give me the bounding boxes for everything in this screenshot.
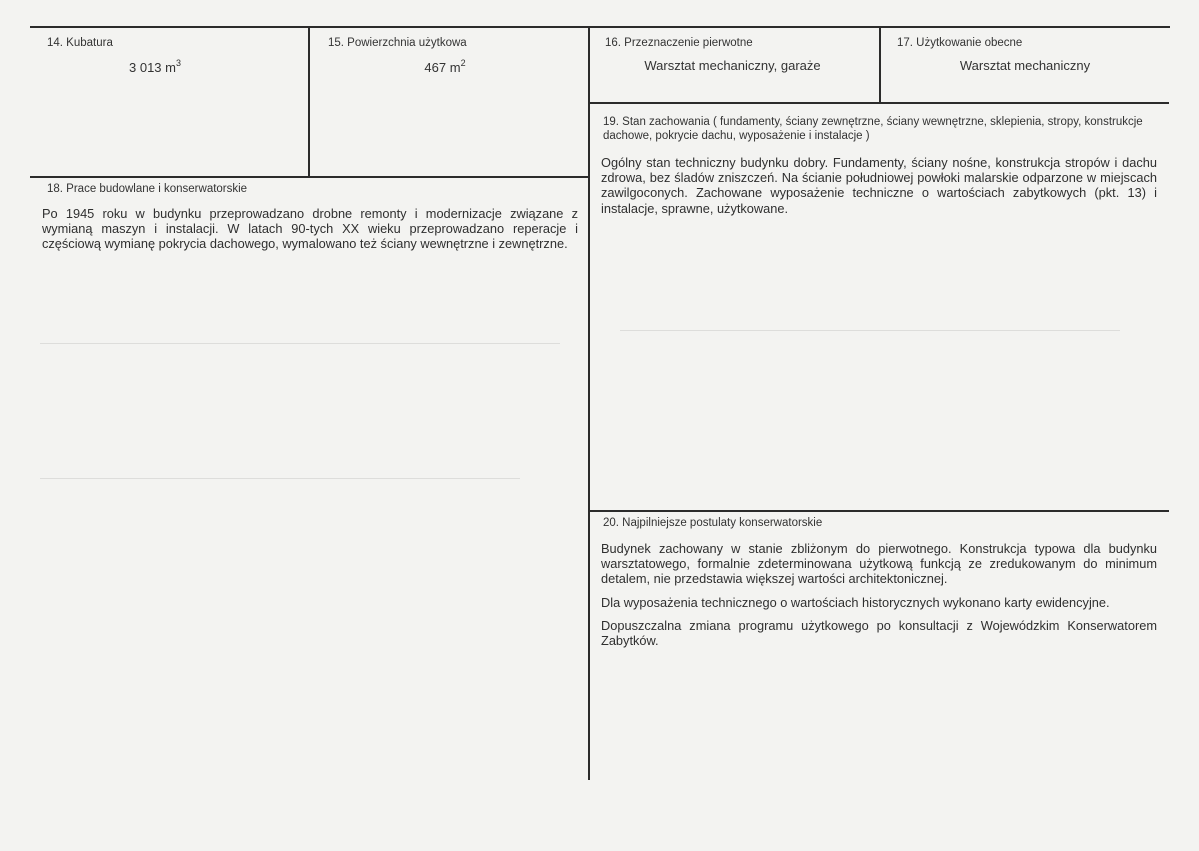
field-18-text: Po 1945 roku w budynku przeprowadzano drobne remonty i modernizacje związane z wymianą maszyn i instalacji. W latach 90-tych XX wieku przeprowadzano reperacje i częściową wymianę pokrycia dachowego, wymalowano też ściany wewnętrzne i zewnętrzne. [42, 206, 578, 252]
field-16-label: 16. Przeznaczenie pierwotne [605, 37, 753, 49]
row-border-19-20 [589, 510, 1169, 512]
divider-14-15 [308, 27, 310, 176]
field-15-unit-exponent: 2 [460, 58, 466, 68]
row-border-16-17 [589, 102, 1169, 104]
field-15-label: 15. Powierzchnia użytkowa [328, 37, 467, 49]
field-20-paragraph: Dla wyposażenia technicznego o wartościach historycznych wykonano karty ewidencyjne. [601, 594, 1110, 610]
divider-16-17 [879, 27, 881, 103]
field-17-label: 17. Użytkowanie obecne [897, 37, 1023, 49]
field-16-value: Warsztat mechaniczny, garaże [644, 58, 821, 73]
field-19-text: Ogólny stan techniczny budynku dobry. Fundamenty, ściany nośne, konstrukcja stropów i dachu zdrowa, bez śladów zniszczeń. Na ścianie południowej powłoki malarskie odparzone w miejscach zawilgoconych. Zachowane wyposażenie techniczne o wartościach zabytkowych (pkt. 13) i instalacje, sprawne, użytkowane. [601, 155, 1157, 216]
field-20-label: 20. Najpilniejsze postulaty konserwatorskie [603, 517, 823, 529]
field-15-number: 467 m [424, 60, 461, 75]
scan-artifact [40, 478, 520, 479]
field-15-value [390, 58, 500, 75]
field-18-label: 18. Prace budowlane i konserwatorskie [47, 183, 248, 195]
scan-artifact [620, 330, 1120, 331]
field-14-value [100, 58, 210, 75]
divider-main [588, 27, 590, 780]
field-20-paragraph: Budynek zachowany w stanie zbliżonym do pierwotnego. Konstrukcja typowa dla budynku warsztatowego, formalnie zdeterminowana użytkową funkcją ze zredukowanym do minimum detalem, nie przedstawia większej wartości architektonicznej. [601, 541, 1157, 587]
field-14-number: 3 013 m [129, 60, 176, 75]
scan-artifact [40, 343, 560, 344]
field-19-label: 19. Stan zachowania ( fundamenty, ściany zewnętrzne, ściany wewnętrzne, sklepienia, stropy, konstrukcje dachowe, pokrycie dachu, wyposażenie i instalacje ) [603, 116, 1143, 142]
field-14-label: 14. Kubatura [47, 37, 113, 49]
field-20-text [601, 541, 1157, 656]
row-border-14-15 [30, 176, 589, 178]
field-14-unit-exponent: 3 [175, 58, 181, 68]
field-17-value: Warsztat mechaniczny [959, 58, 1091, 73]
field-20-paragraph: Dopuszczalna zmiana programu użytkowego po konsultacji z Wojewódzkim Konserwatorem Zabytków. [601, 617, 1157, 649]
top-border [30, 26, 1170, 28]
